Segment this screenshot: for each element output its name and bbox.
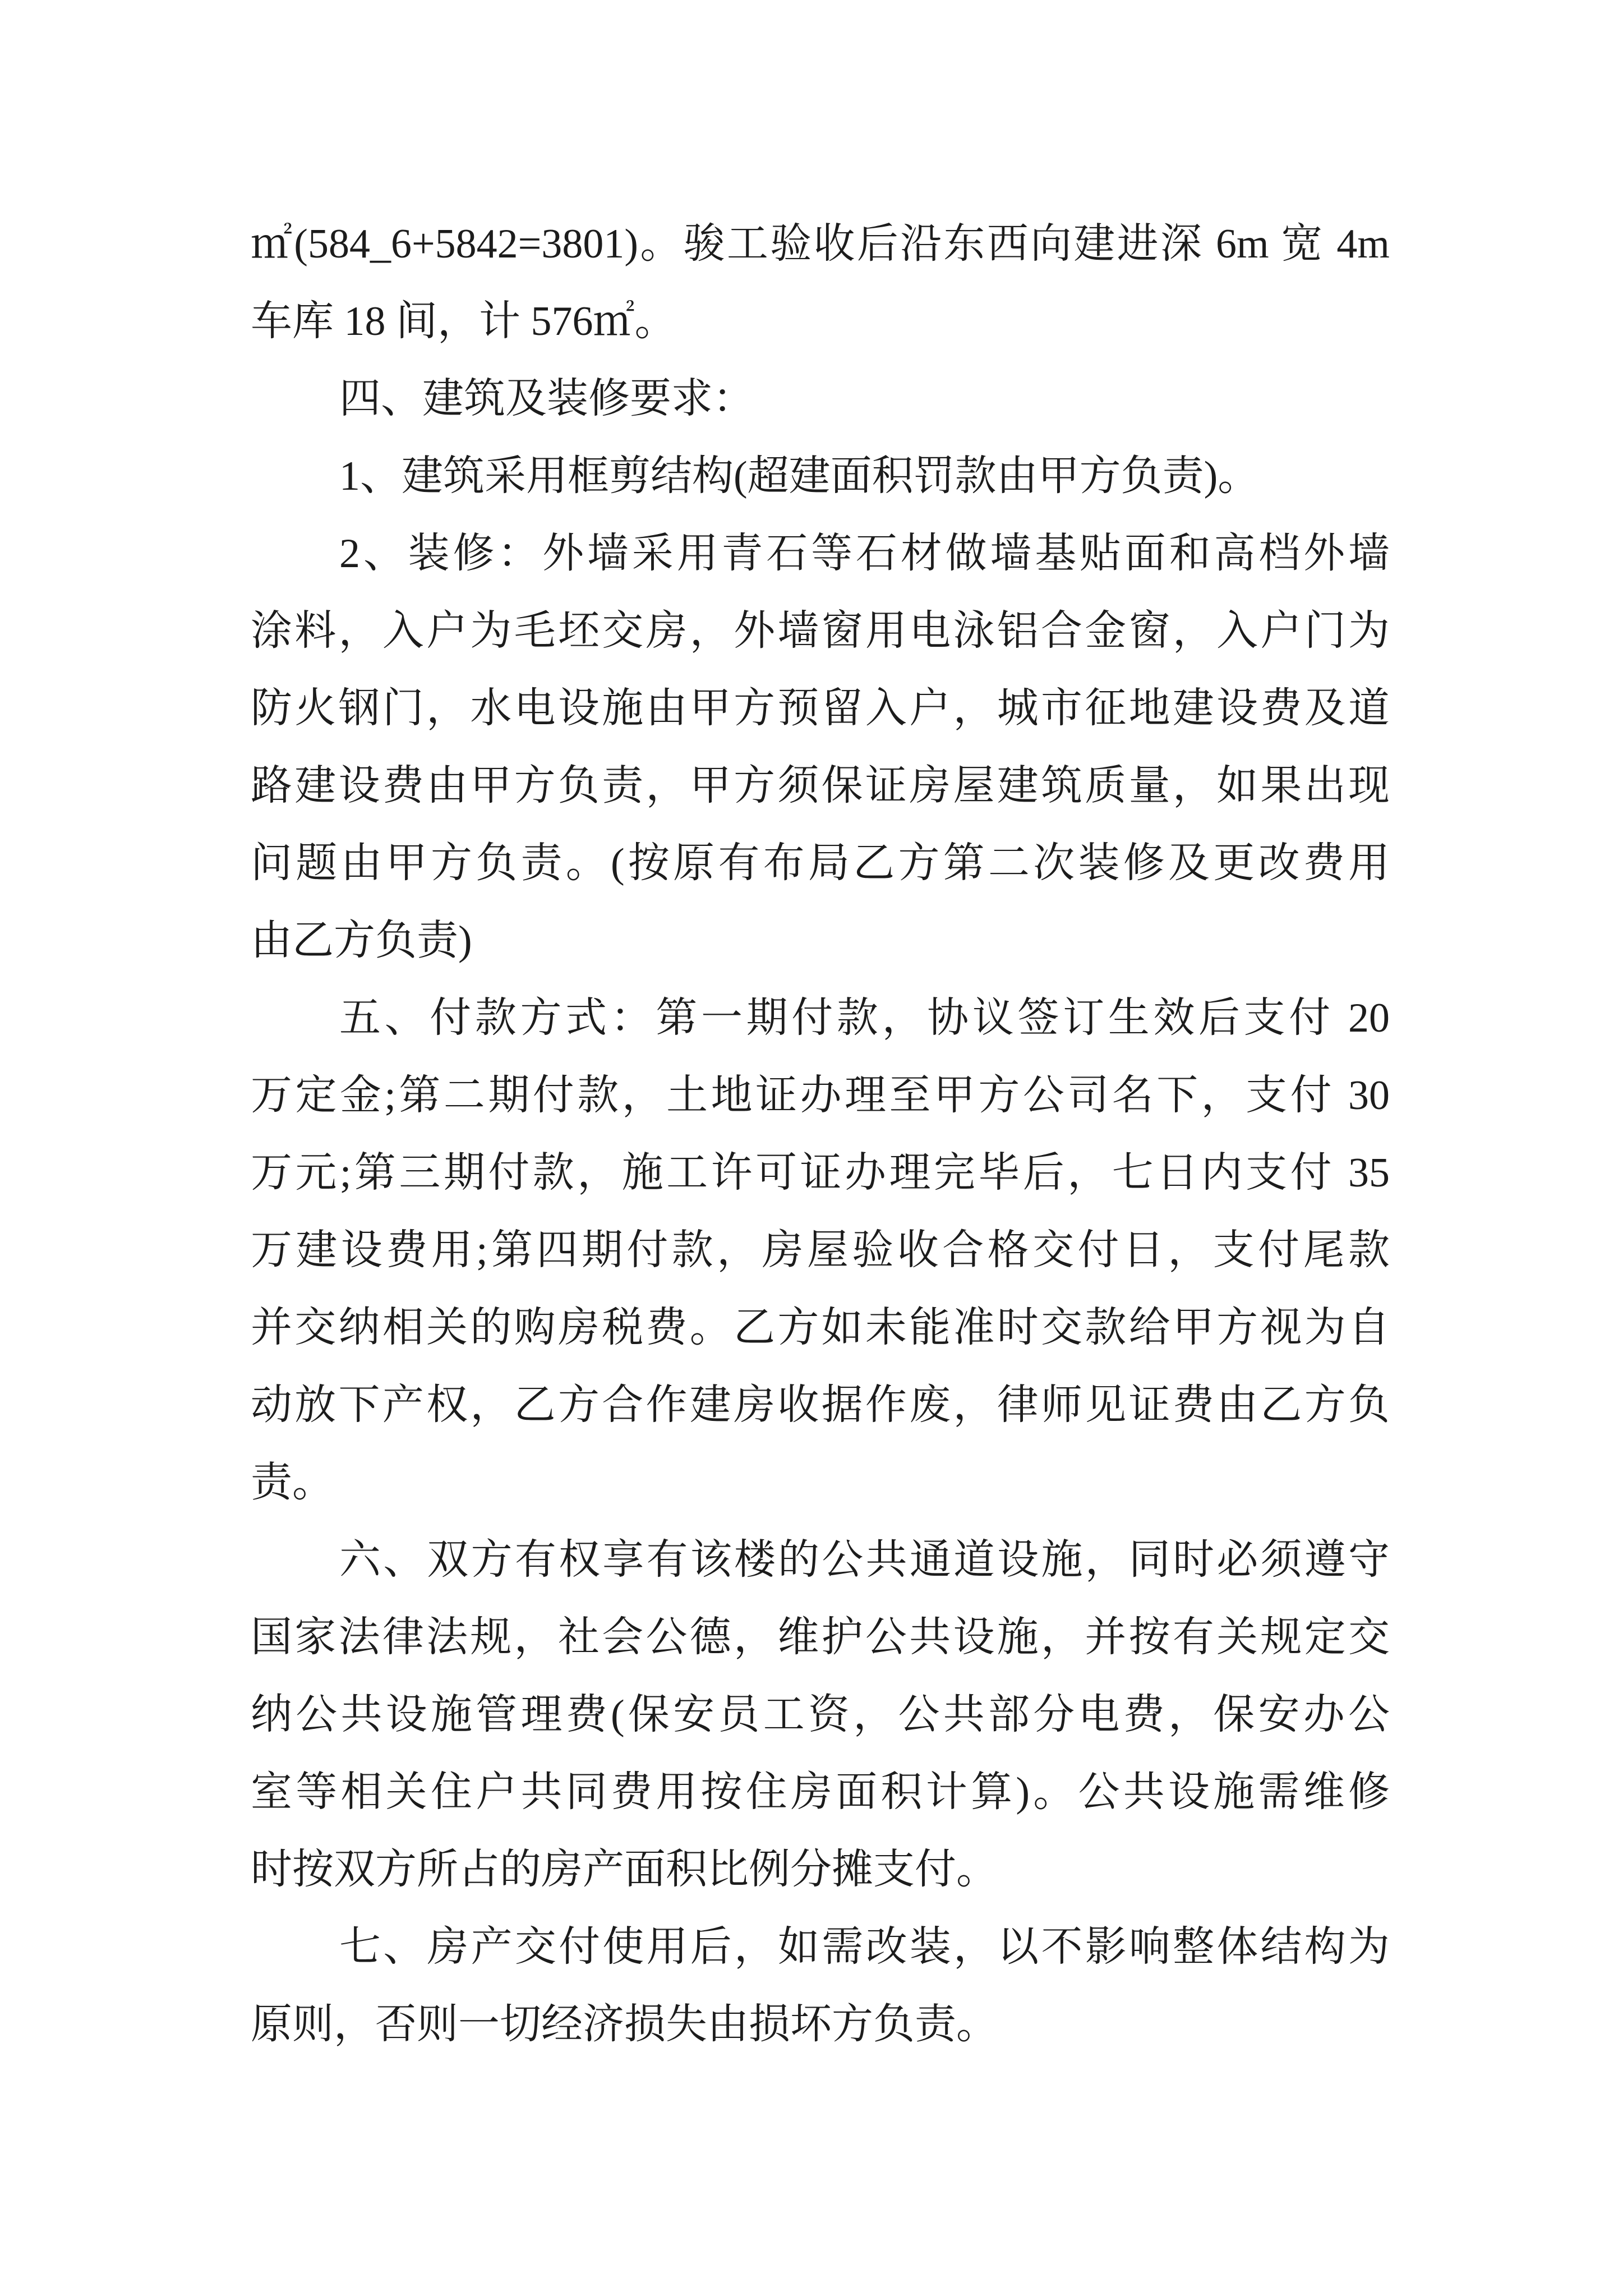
text-line: 万建设费用;第四期付款，房屋验收合格交付日，支付尾款	[251, 1227, 1390, 1273]
text-line: 路建设费由甲方负责，甲方须保证房屋建筑质量，如果出现	[251, 763, 1390, 809]
paragraph	[251, 438, 1390, 515]
paragraph	[251, 979, 1390, 1521]
text-line: 责。	[251, 1460, 334, 1506]
text-line: 问题由甲方负责。(按原有布局乙方第二次装修及更改费用	[251, 840, 1390, 886]
text-line: 五、付款方式：第一期付款，协议签订生效后支付 20	[339, 995, 1390, 1041]
text-line: 防火钢门，水电设施由甲方预留入户，城市征地建设费及道	[251, 685, 1390, 731]
text-line: 时按双方所占的房产面积比例分摊支付。	[251, 1847, 998, 1893]
text-line: 由乙方负责)	[251, 918, 472, 964]
text-line: 万定金;第二期付款，土地证办理至甲方公司名下，支付 30	[251, 1073, 1390, 1119]
paragraph	[251, 1908, 1390, 2063]
text-line: 车库 18 间，计 576㎡。	[251, 298, 676, 344]
text-line: 六、双方有权享有该楼的公共通道设施，同时必须遵守	[339, 1537, 1390, 1583]
text-line: 2、装修：外墙采用青石等石材做墙基贴面和高档外墙	[339, 531, 1390, 577]
text-line: 七、房产交付使用后，如需改装，以不影响整体结构为	[339, 1924, 1390, 1970]
paragraph	[251, 205, 1390, 360]
text-line: 纳公共设施管理费(保安员工资，公共部分电费，保安办公	[251, 1692, 1390, 1738]
text-line: 原则，否则一切经济损失由损坏方负责。	[251, 2001, 998, 2047]
text-line: 四、建筑及装修要求：	[339, 376, 754, 422]
text-line: 万元;第三期付款，施工许可证办理完毕后，七日内支付 35	[251, 1150, 1390, 1196]
paragraph	[251, 515, 1390, 979]
document-body	[251, 205, 1390, 2063]
text-line: 涂料，入户为毛坯交房，外墙窗用电泳铝合金窗，入户门为	[251, 608, 1390, 654]
text-line: 国家法律法规，社会公德，维护公共设施，并按有关规定交	[251, 1614, 1390, 1660]
paragraph	[251, 1521, 1390, 1908]
text-line: 动放下产权，乙方合作建房收据作废，律师见证费由乙方负	[251, 1382, 1390, 1428]
text-line: 并交纳相关的购房税费。乙方如未能准时交款给甲方视为自	[251, 1305, 1390, 1351]
text-line: 室等相关住户共同费用按住房面积计算)。公共设施需维修	[251, 1769, 1390, 1815]
section-heading	[251, 360, 1390, 438]
text-line: ㎡(584_6+5842=3801)。骏工验收后沿东西向建进深 6m 宽 4m	[251, 221, 1390, 267]
text-line: 1、建筑采用框剪结构(超建面积罚款由甲方负责)。	[339, 453, 1260, 499]
